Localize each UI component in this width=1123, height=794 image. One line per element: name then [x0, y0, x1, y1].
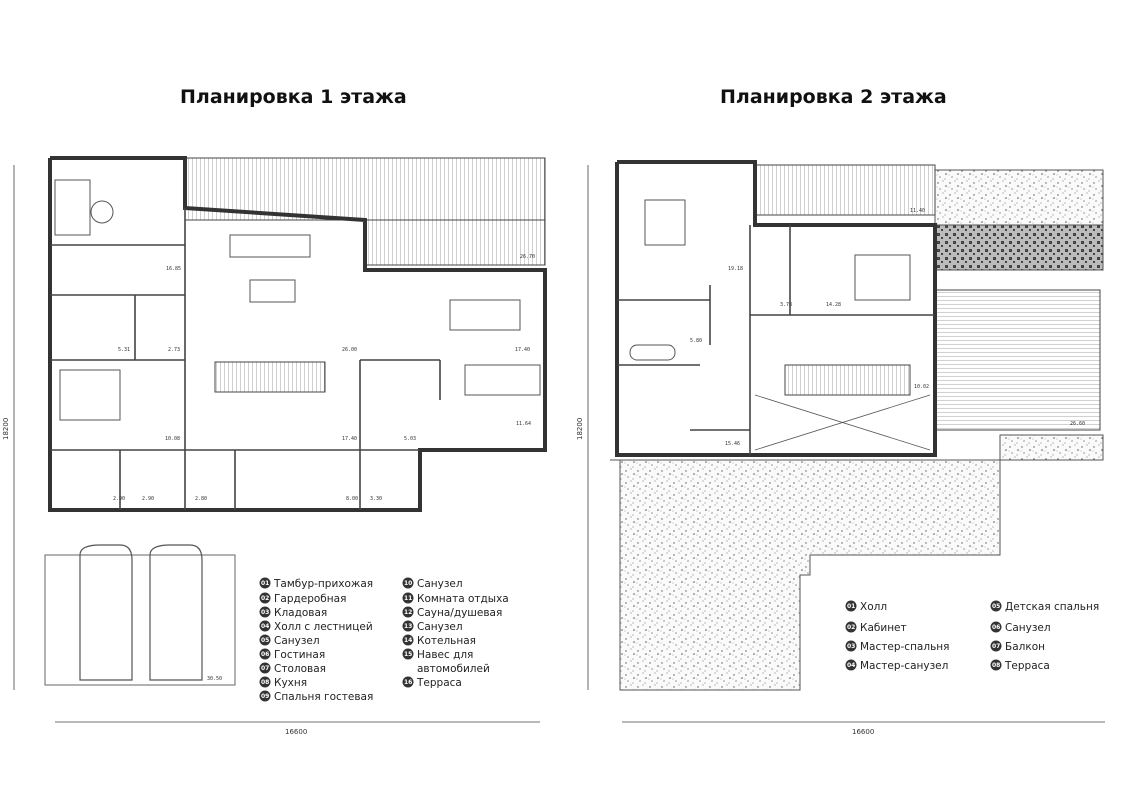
area-label: 2.90 [113, 496, 126, 502]
svg-text:Холл: Холл [860, 601, 888, 613]
legend-item [846, 660, 949, 673]
svg-text:Санузел: Санузел [417, 621, 463, 633]
svg-text:Кухня: Кухня [274, 677, 308, 689]
legend-item [846, 622, 907, 635]
legend-item [846, 601, 888, 614]
area-label: 30.50 [207, 676, 223, 682]
legend-item [991, 601, 1100, 614]
svg-text:Терраса: Терраса [417, 677, 462, 689]
floor2-height-dim: 18200 [576, 417, 584, 440]
area-label: 16.85 [166, 266, 182, 272]
legend-item [260, 593, 347, 606]
svg-text:Мастер-спальня: Мастер-спальня [860, 641, 950, 653]
svg-text:Котельная: Котельная [417, 635, 476, 647]
svg-text:08: 08 [261, 679, 270, 686]
area-label: 10.08 [165, 436, 181, 442]
svg-text:Терраса: Терраса [1005, 660, 1050, 672]
floor2-legend [846, 601, 1100, 673]
svg-text:06: 06 [992, 624, 1001, 631]
area-label: 3.30 [370, 496, 383, 502]
legend-item [403, 677, 462, 690]
legend-item [260, 578, 374, 591]
legend-item [403, 593, 509, 606]
svg-text:01: 01 [261, 580, 270, 587]
floor2-width-dim: 16600 [852, 728, 875, 736]
svg-text:09: 09 [261, 693, 270, 700]
legend-item [991, 622, 1051, 635]
svg-text:03: 03 [847, 643, 856, 650]
area-label: 19.18 [728, 266, 744, 272]
floor1-title: Планировка 1 этажа [180, 86, 407, 108]
svg-text:Сауна/душевая: Сауна/душевая [417, 607, 503, 619]
svg-text:Тамбур-прихожая: Тамбур-прихожая [274, 578, 374, 590]
svg-text:03: 03 [261, 609, 270, 616]
svg-text:08: 08 [992, 662, 1001, 669]
svg-text:Кладовая: Кладовая [274, 607, 328, 619]
svg-text:Детская спальня: Детская спальня [1005, 601, 1100, 613]
svg-text:16: 16 [404, 679, 413, 686]
svg-text:06: 06 [261, 651, 270, 658]
svg-text:Холл с лестницей: Холл с лестницей [274, 621, 373, 633]
area-label: 26.60 [1070, 421, 1086, 427]
area-label: 11.40 [910, 208, 926, 214]
area-label: 5.80 [690, 338, 703, 344]
legend-item [260, 691, 374, 704]
svg-text:02: 02 [847, 624, 856, 631]
area-label: 5.31 [118, 347, 131, 353]
area-label: 15.46 [725, 441, 741, 447]
floor1-legend [260, 578, 509, 704]
area-label: 17.40 [342, 436, 358, 442]
legend-item [991, 641, 1045, 654]
legend-item [260, 607, 328, 620]
area-label: 10.02 [914, 384, 930, 390]
svg-text:13: 13 [404, 623, 413, 630]
floor2-plan [588, 162, 1105, 722]
area-label: 26.70 [520, 254, 536, 260]
svg-text:Гостиная: Гостиная [274, 649, 326, 661]
area-label: 2.80 [195, 496, 208, 502]
area-label: 2.73 [168, 347, 181, 353]
svg-text:Комната отдыха: Комната отдыха [417, 593, 509, 605]
area-label: 5.03 [404, 436, 417, 442]
svg-text:04: 04 [847, 662, 856, 669]
svg-text:Спальня гостевая: Спальня гостевая [274, 691, 374, 703]
svg-text:10: 10 [404, 580, 413, 587]
area-label: 11.64 [516, 421, 532, 427]
svg-text:05: 05 [992, 603, 1001, 610]
svg-text:Навес для: Навес для [417, 649, 474, 661]
legend-item [403, 649, 474, 662]
area-label: 26.00 [342, 347, 358, 353]
legend-item [846, 641, 950, 654]
svg-text:Кабинет: Кабинет [860, 622, 907, 634]
legend-item [417, 663, 490, 675]
legend-item [260, 621, 373, 634]
svg-text:автомобилей: автомобилей [417, 663, 490, 675]
svg-text:15: 15 [404, 651, 413, 658]
area-label: 3.78 [780, 302, 793, 308]
area-label: 14.28 [826, 302, 842, 308]
floor1-width-dim: 16600 [285, 728, 308, 736]
svg-text:Санузел: Санузел [417, 578, 463, 590]
area-label: 8.00 [346, 496, 359, 502]
svg-text:Гардеробная: Гардеробная [274, 593, 347, 605]
legend-item [260, 635, 320, 648]
svg-text:Мастер-санузел: Мастер-санузел [860, 660, 949, 672]
legend-item [403, 578, 463, 591]
legend-item [991, 660, 1050, 673]
svg-text:14: 14 [404, 637, 413, 644]
svg-text:07: 07 [261, 665, 270, 672]
floor2-title: Планировка 2 этажа [720, 86, 947, 108]
legend-item [260, 649, 326, 662]
svg-text:12: 12 [404, 609, 413, 616]
svg-text:07: 07 [992, 643, 1001, 650]
svg-text:Санузел: Санузел [1005, 622, 1051, 634]
legend-item [403, 635, 476, 648]
svg-text:04: 04 [261, 623, 270, 630]
svg-text:Столовая: Столовая [274, 663, 326, 675]
area-label: 17.40 [515, 347, 531, 353]
legend-item [403, 607, 503, 620]
legend-item [260, 663, 326, 676]
svg-text:02: 02 [261, 595, 270, 602]
svg-text:11: 11 [404, 595, 413, 602]
legend-item [403, 621, 463, 634]
svg-text:Санузел: Санузел [274, 635, 320, 647]
area-label: 2.90 [142, 496, 155, 502]
svg-text:01: 01 [847, 603, 856, 610]
svg-text:05: 05 [261, 637, 270, 644]
floor1-height-dim: 18200 [2, 417, 10, 440]
svg-text:Балкон: Балкон [1005, 641, 1045, 653]
legend-item [260, 677, 308, 690]
